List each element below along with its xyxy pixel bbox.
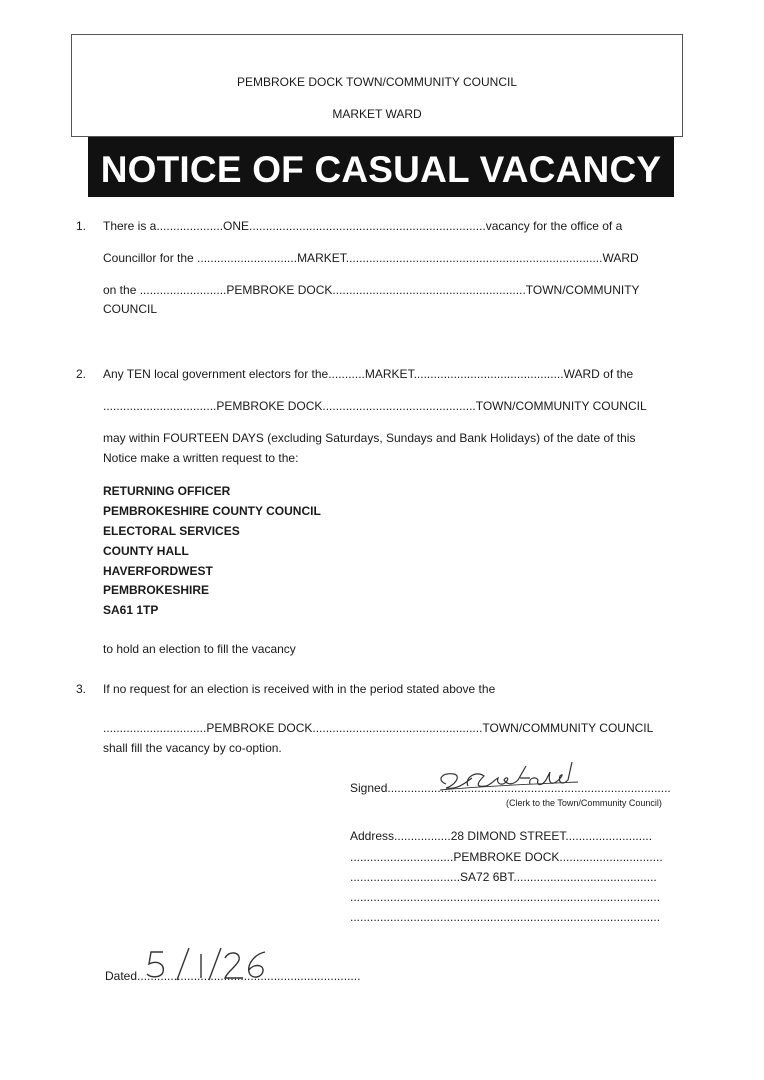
address-line-1: Address.................28 DIMOND STREET.......................... bbox=[350, 829, 653, 843]
section-2-number: 2. bbox=[76, 367, 87, 381]
returning-officer-address-line: PEMBROKESHIRE COUNTY COUNCIL bbox=[103, 504, 321, 518]
section-3-line-2: ...............................PEMBROKE DOCK...................................................TOWN/COMMUNITY COUNCIL bbox=[103, 721, 654, 735]
address-line-4: ............................................................................................. bbox=[350, 890, 661, 904]
address-line-2: ...............................PEMBROKE DOCK............................... bbox=[350, 850, 663, 864]
section-2-closing: to hold an election to fill the vacancy bbox=[103, 642, 296, 656]
returning-officer-address-line: ELECTORAL SERVICES bbox=[103, 524, 240, 538]
section-2-line-2: ..................................PEMBROKE DOCK..............................................TOWN/COMMUNITY COUNCIL bbox=[103, 399, 647, 413]
returning-officer-address-line: HAVERFORDWEST bbox=[103, 564, 213, 578]
section-1-line-1: There is a....................ONE.......................................................................vacancy for the office of a bbox=[103, 219, 623, 233]
section-3-number: 3. bbox=[76, 682, 87, 696]
section-1-line-3: on the ..........................PEMBROKE DOCK..........................................................TOWN/COMMUNITY bbox=[103, 283, 640, 297]
ward-name: MARKET WARD bbox=[332, 107, 422, 121]
section-3-line-1: If no request for an election is received with in the period stated above the bbox=[103, 682, 496, 696]
handwritten-date bbox=[143, 944, 273, 984]
section-3-line-3: shall fill the vacancy by co-option. bbox=[103, 741, 282, 755]
section-2-line-3: may within FOURTEEN DAYS (excluding Saturdays, Sundays and Bank Holidays) of the date of this bbox=[103, 431, 636, 445]
returning-officer-address-line: PEMBROKESHIRE bbox=[103, 583, 210, 597]
section-1-line-4: COUNCIL bbox=[103, 302, 158, 316]
returning-officer-address-line: RETURNING OFFICER bbox=[103, 484, 231, 498]
notice-title: NOTICE OF CASUAL VACANCY bbox=[88, 137, 674, 197]
section-1-number: 1. bbox=[76, 219, 87, 233]
clerk-role: (Clerk to the Town/Community Council) bbox=[506, 798, 662, 808]
handwritten-signature bbox=[432, 758, 582, 798]
dated-label: Dated................................................................... bbox=[105, 969, 361, 983]
section-1-line-2: Councillor for the ..............................MARKET.............................................................................WARD bbox=[103, 251, 639, 265]
returning-officer-address-line: SA61 1TP bbox=[103, 603, 159, 617]
council-name: PEMBROKE DOCK TOWN/COMMUNITY COUNCIL bbox=[236, 75, 518, 89]
signed-label: Signed..................................................................................... bbox=[350, 781, 671, 795]
address-line-5: ............................................................................................. bbox=[350, 910, 661, 924]
address-line-3: .................................SA72 6BT........................................... bbox=[350, 870, 657, 884]
returning-officer-address-line: COUNTY HALL bbox=[103, 544, 189, 558]
section-2-line-1: Any TEN local government electors for the...........MARKET.............................................WARD of the bbox=[103, 367, 634, 381]
section-2-line-4: Notice make a written request to the: bbox=[103, 451, 299, 465]
